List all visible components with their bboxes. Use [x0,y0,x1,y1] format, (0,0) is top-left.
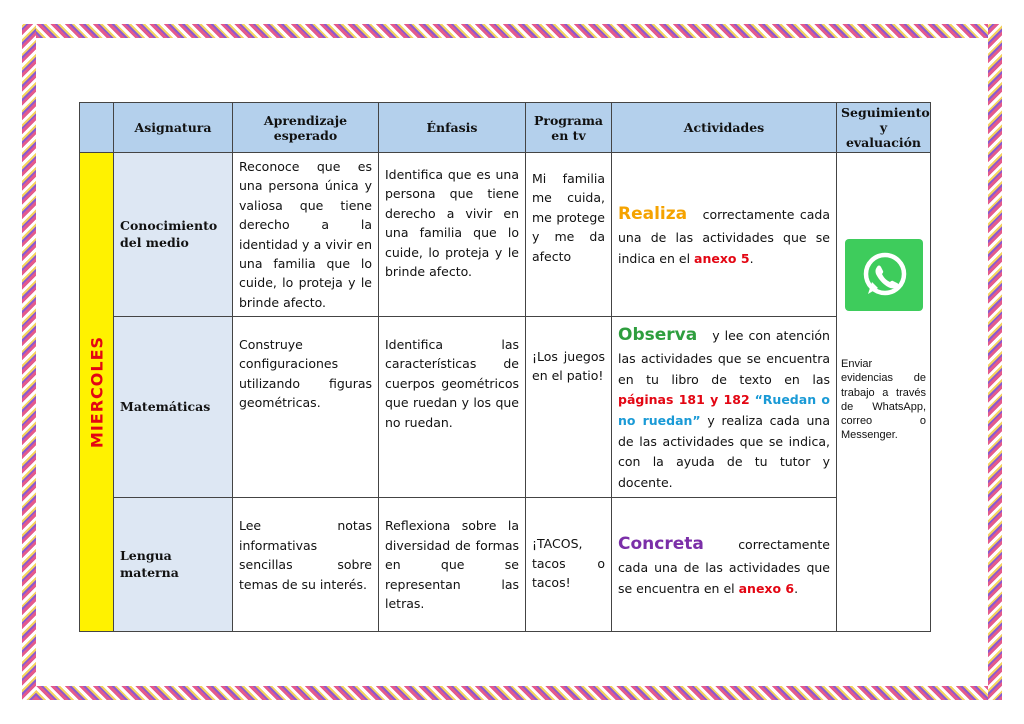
header-learning: Aprendizaje esperado [233,103,379,153]
tv-program-cell: Mi familia me cuida, me protege y me da afecto [526,153,612,317]
header-emphasis: Énfasis [379,103,526,153]
subject-cell: Conocimiento del medio [114,153,233,317]
activity-text: correctamente cada una de las actividades que se encuentra en el [618,537,830,596]
activity-annex: anexo 5 [694,250,750,266]
decorative-border-right [988,24,1002,700]
activity-cell [612,153,837,317]
activity-pages: páginas 181 y 182 [618,392,750,408]
evaluation-text: Enviar evidencias de trabajo a través de WhatsApp, correo o Messenger. [841,358,926,442]
header-row [80,103,931,153]
decorative-border-left [22,24,36,700]
learning-cell: Lee notas informativas sencillas sobre temas de su interés. [233,498,379,632]
activity-text-end: . [794,580,799,596]
tv-program-cell: ¡TACOS, tacos o tacos! [526,498,612,632]
day-cell [80,153,114,632]
emphasis-cell: Identifica que es una persona que tiene derecho a vivir en una familia que lo cuide, lo proteja y le brinde afecto. [379,153,526,317]
activity-text-end: . [749,250,754,266]
table-row [80,153,931,317]
header-evaluation: Seguimiento y evaluación [837,103,931,153]
activity-lesson-title: “Ruedan o no ruedan” [618,392,830,428]
table-row [80,317,931,498]
activity-text: y lee con atención las actividades que se encuentra en tu libro de texto en las [618,328,830,387]
activity-verb: Concreta [618,534,704,555]
decorative-border-top [22,24,1002,38]
evaluation-cell [837,153,931,632]
activity-text: correctamente cada una de las actividades que se indica en el [618,206,830,266]
subject-cell: Lengua materna [114,498,233,632]
activity-cell [612,317,837,498]
schedule-table [79,102,931,632]
day-label: MIERCOLES [87,336,106,449]
header-tv-program: Programa en tv [526,103,612,153]
whatsapp-icon [845,239,923,311]
decorative-border-bottom [22,686,1002,700]
emphasis-cell: Identifica las características de cuerpos geométricos que ruedan y los que no ruedan. [379,317,526,498]
activity-cell [612,498,837,632]
emphasis-cell: Reflexiona sobre la diversidad de formas en que se representan las letras. [379,498,526,632]
learning-cell: Construye configuraciones utilizando figuras geométricas. [233,317,379,498]
tv-program-cell: ¡Los juegos en el patio! [526,317,612,498]
header-activities: Actividades [612,103,837,153]
activity-verb: Observa [618,325,698,345]
activity-annex: anexo 6 [738,580,795,596]
activity-verb: Realiza [618,203,688,224]
activity-text-end: y realiza cada una de las actividades que se indica, con la ayuda de tu tutor y docente. [618,412,830,490]
subject-cell: Matemáticas [114,317,233,498]
table-row [80,498,931,632]
header-subject: Asignatura [114,103,233,153]
learning-cell: Reconoce que es una persona única y valiosa que tiene derecho a la identidad y a vivir en una familia que lo cuide, lo proteja y le brinde afecto. [233,153,379,317]
header-day [80,103,114,153]
